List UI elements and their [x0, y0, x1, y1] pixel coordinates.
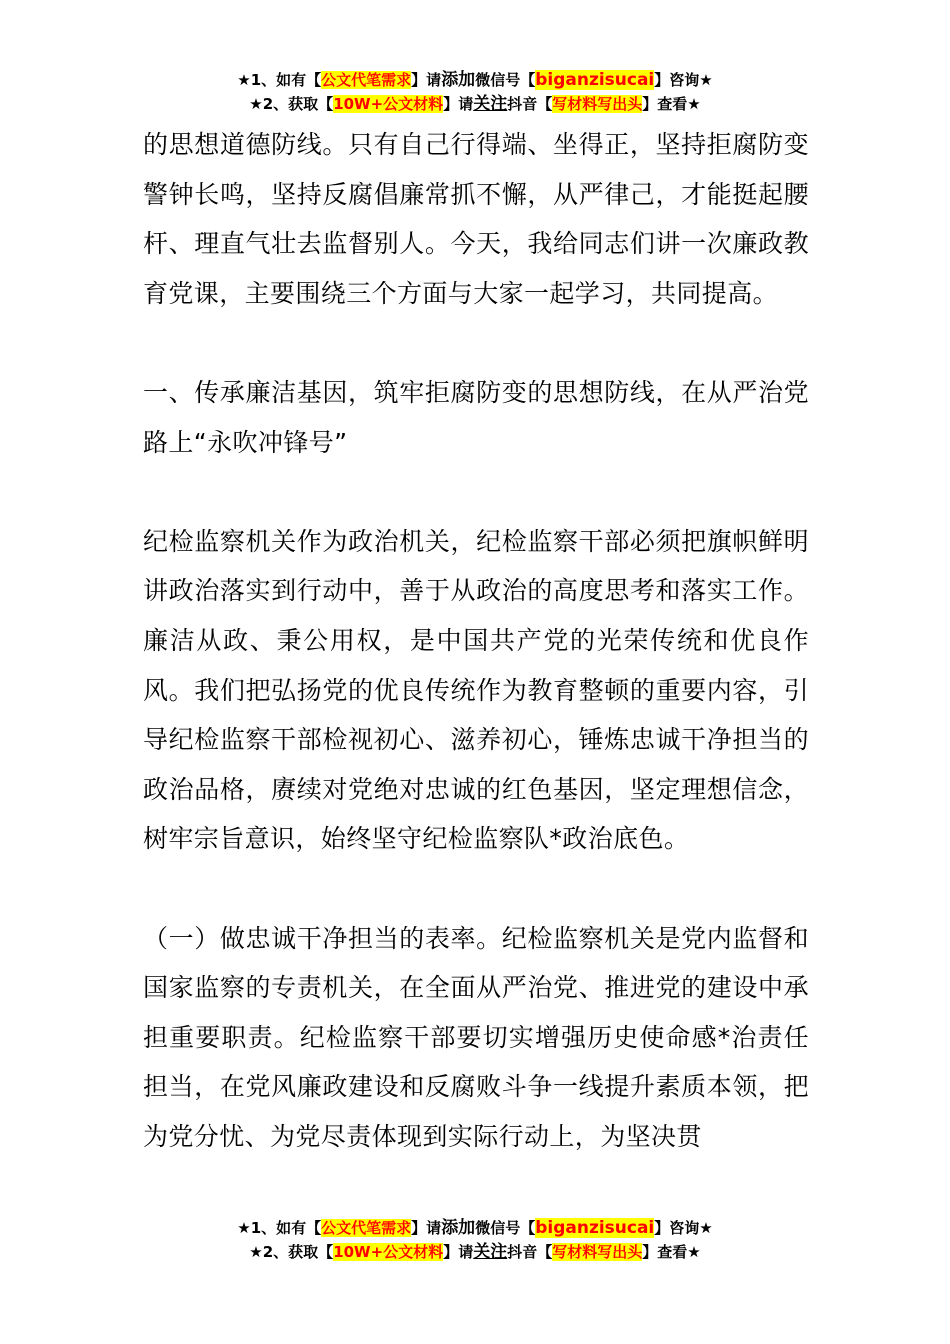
paragraph-body: 纪检监察机关作为政治机关，纪检监察干部必须把旗帜鲜明讲政治落实到行动中，善于从政治的高度思考和落实工作。廉洁从政、秉公用权，是中国共产党的光荣传统和优良作风。我们把弘扬党的优良传统作为教育整顿的重要内容，引导纪检监察干部检视初心、滋养初心，锤炼忠诚干净担当的政治品格，赓续对党绝对忠诚的红色基因，坚定理想信念，树牢宗旨意识，始终坚守纪检监察队*政治底色。	[143, 526, 809, 854]
wechat-id: biganzisucai	[535, 1218, 655, 1238]
material-highlight: 10W+公文材料	[333, 95, 444, 113]
service-highlight: 公文代笔需求	[321, 1219, 412, 1237]
footer-banner	[0, 1216, 950, 1264]
wechat-id: biganzisucai	[535, 70, 655, 90]
paragraph-subsection-1: （一）做忠诚干净担当的表率。纪检监察机关是党内监督和国家监察的专责机关，在全面从严治党、推进党的建设中承担重要职责。纪检监察干部要切实增强历史使命感*治责任担当，在党风廉政建设和反腐败斗争一线提升素质本领，把为党分忧、为党尽责体现到实际行动上，为坚决贯	[143, 923, 809, 1151]
material-highlight: 10W+公文材料	[333, 1243, 444, 1261]
banner-line-2: ★2、获取【10W+公文材料】请关注抖音【写材料写出头】查看★	[249, 1242, 701, 1262]
douyin-account: 写材料写出头	[552, 95, 643, 113]
section-heading-1: 一、传承廉洁基因，筑牢拒腐防变的思想防线，在从严治党路上“永吹冲锋号”	[143, 377, 809, 457]
service-highlight: 公文代笔需求	[321, 71, 412, 89]
paragraph-intro: 的思想道德防线。只有自己行得端、坐得正，坚持拒腐防变警钟长鸣，坚持反腐倡廉常抓不懈，从严律己，才能挺起腰杆、理直气壮去监督别人。今天，我给同志们讲一次廉政教育党课，主要围绕三个方面与大家一起学习，共同提高。	[143, 130, 809, 308]
document-body	[143, 120, 809, 1161]
banner-line-2: ★2、获取【10W+公文材料】请关注抖音【写材料写出头】查看★	[249, 94, 701, 114]
banner-line-1: ★1、如有【公文代笔需求】请添加微信号【biganzisucai】咨询★	[237, 1218, 713, 1238]
header-banner	[0, 68, 950, 116]
douyin-account: 写材料写出头	[552, 1243, 643, 1261]
banner-line-1: ★1、如有【公文代笔需求】请添加微信号【biganzisucai】咨询★	[237, 70, 713, 90]
